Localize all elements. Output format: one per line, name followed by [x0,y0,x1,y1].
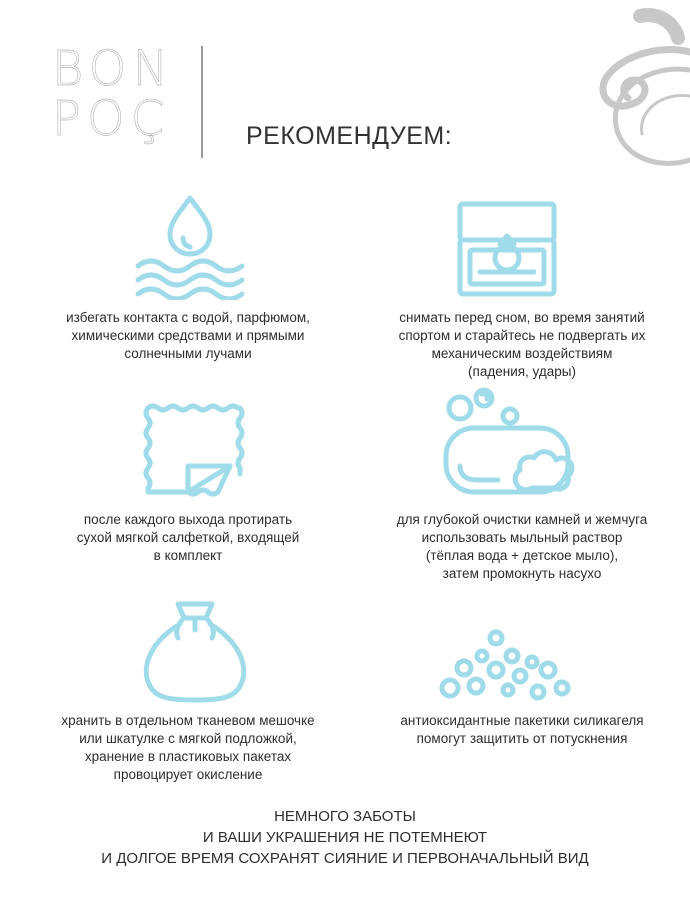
soap-bubbles-icon [438,386,578,500]
logo-line-1: BON [52,41,175,97]
tip-4-caption: для глубокой очистки камней и жемчуга использовать мыльный раствор (тёплая вода + детское мыло), затем промокнуть насухо [396,512,648,581]
ring-box-icon [452,196,562,300]
tip-6-caption: антиоксидантные пакетики силикагеля помогут защитить от потускнения [400,713,644,746]
tip-1-caption: избегать контакта с водой, парфюмом, химическими средствами и прямыми солнечными лучами [66,310,310,361]
tip-5-caption: хранить в отдельном тканевом мешочке или шкатулке с мягкой подложкой, хранение в пластиковых пакетах провоцирует окисление [61,713,315,782]
brand-logo [52,41,175,147]
tip-3-caption: после каждого выхода протирать сухой мягкой салфеткой, входящей в комплект [76,512,300,563]
silica-gel-beads-icon [436,626,576,704]
fabric-pouch-icon [140,598,250,704]
water-drop-waves-icon [130,190,250,300]
tip-2-caption: снимать перед сном, во время занятий спортом и старайтесь не подвергать их механическим воздействиям (падения, удары) [398,310,646,379]
logo-line-2: POÇ [52,91,171,147]
page-title: РЕКОМЕНДУЕМ: [246,122,453,150]
footer-message: НЕМНОГО ЗАБОТЫ И ВАШИ УКРАШЕНИЯ НЕ ПОТЕМНЕЮТ И ДОЛГОЕ ВРЕМЯ СОХРАНЯТ СИЯНИЕ И ПЕРВОНАЧАЛЬНЫЙ ВИД [101,808,589,867]
cloth-napkin-icon [138,398,248,502]
decorative-swirl-icon [540,0,690,190]
logo-divider [201,46,203,158]
